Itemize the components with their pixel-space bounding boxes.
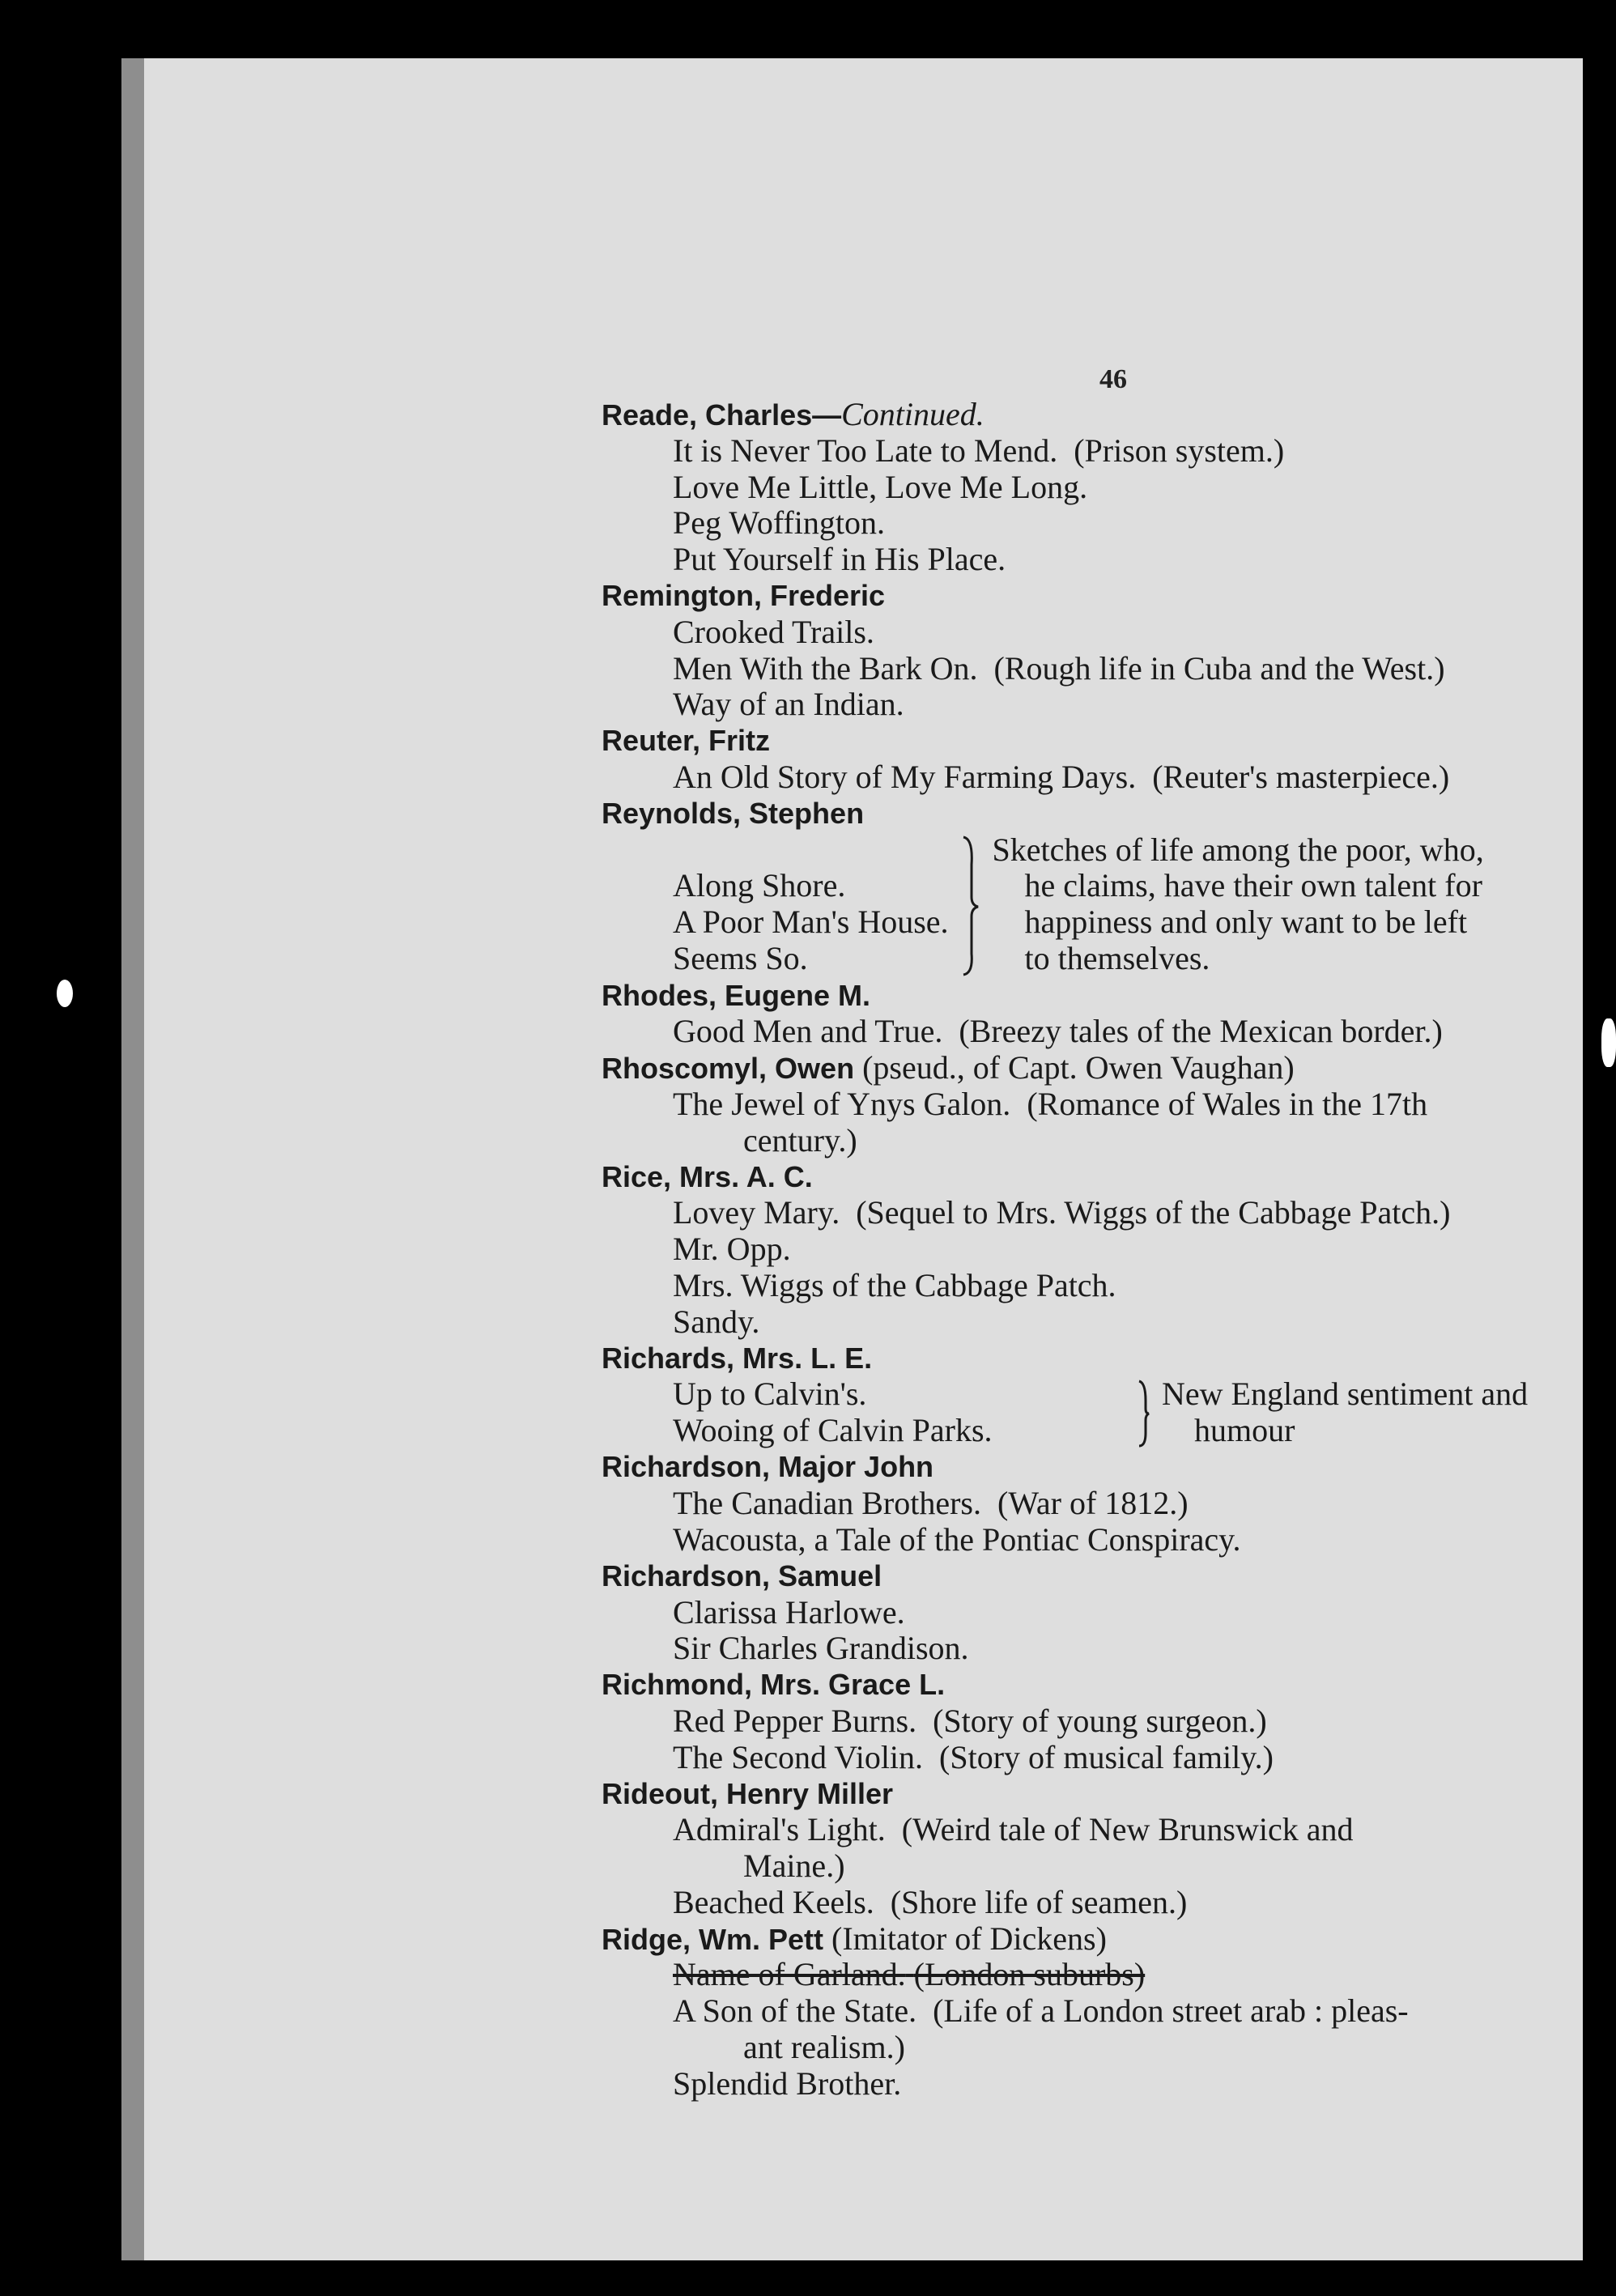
book-title: A Poor Man's House. <box>673 904 949 941</box>
author-note: (pseud., of Capt. Owen Vaughan) <box>862 1049 1295 1086</box>
book-title: Admiral's Light. (Weird tale of New Brunswick and <box>673 1811 1354 1848</box>
scan-artifact <box>57 980 73 1007</box>
book-title: Sandy. <box>673 1303 760 1340</box>
book-note: (Prison system.) <box>1074 432 1285 469</box>
author-heading: Rice, Mrs. A. C. <box>602 1159 813 1193</box>
book-note: (Story of young surgeon.) <box>933 1702 1267 1739</box>
book-title: The Canadian Brothers. (War of 1812.) <box>673 1485 1189 1522</box>
author-heading: Richards, Mrs. L. E. <box>602 1341 873 1375</box>
book-note: (Weird tale of New Brunswick and <box>901 1811 1354 1848</box>
grouped-title-list <box>673 832 949 978</box>
group-note <box>993 832 1484 978</box>
brace-icon <box>959 832 983 978</box>
book-note: (Romance of Wales in the 17th <box>1027 1085 1428 1122</box>
book-note-continued: century.) <box>743 1121 857 1159</box>
author-heading: Remington, Frederic <box>602 578 886 612</box>
grouped-titles <box>602 832 1616 978</box>
note-line: Sketches of life among the poor, who, <box>992 831 1484 868</box>
book-title: The Jewel of Ynys Galon. (Romance of Wales in the 17th <box>673 1085 1428 1122</box>
book-title: Love Me Little, Love Me Long. <box>673 468 1088 505</box>
continued-label: Continued. <box>841 396 984 432</box>
book-title: Along Shore. <box>673 867 846 904</box>
group-note <box>1162 1376 1528 1449</box>
book-title: Mr. Opp. <box>673 1231 791 1268</box>
brace-icon <box>1136 1376 1152 1449</box>
book-note: (Rough life in Cuba and the West.) <box>993 649 1445 687</box>
note-line: New England sentiment and <box>1162 1375 1529 1413</box>
book-title: Put Yourself in His Place. <box>673 541 1006 578</box>
author-heading: Richardson, Major John <box>602 1450 934 1484</box>
book-title: Wacousta, a Tale of the Pontiac Conspiracy. <box>673 1520 1241 1558</box>
book-title: Way of an Indian. <box>673 686 904 723</box>
book-note: (Sequel to Mrs. Wiggs of the Cabbage Patch.) <box>856 1194 1451 1231</box>
book-title: Splendid Brother. <box>673 2064 902 2102</box>
note-line: happiness and only want to be left <box>1024 904 1468 941</box>
book-note: (War of 1812.) <box>997 1485 1189 1522</box>
page-number: 46 <box>1099 364 1127 394</box>
book-note: (Reuter's masterpiece.) <box>1152 758 1450 795</box>
note-line: humour <box>1194 1412 1295 1449</box>
author-heading: Richmond, Mrs. Grace L. <box>602 1668 946 1702</box>
author-heading: Rhoscomyl, Owen (pseud., of Capt. Owen Vaughan) <box>602 1049 1295 1086</box>
note-line: to themselves. <box>1024 939 1210 976</box>
book-title: Good Men and True. (Breezy tales of the Mexican border.) <box>673 1013 1443 1050</box>
book-page <box>121 58 1583 2260</box>
book-note-continued: ant realism.) <box>743 2029 905 2066</box>
author-note: (Imitator of Dickens) <box>831 1920 1107 1957</box>
book-title: Men With the Bark On. (Rough life in Cuba and the West.) <box>673 649 1445 687</box>
book-note: (Shore life of seamen.) <box>890 1883 1188 1920</box>
note-line: he claims, have their own talent for <box>1024 867 1482 904</box>
author-heading: Reade, Charles—Continued. <box>602 396 984 432</box>
book-title: Mrs. Wiggs of the Cabbage Patch. <box>673 1266 1116 1303</box>
author-index <box>602 397 1616 2103</box>
book-title: A Son of the State. (Life of a London street arab : pleas- <box>673 1992 1409 2030</box>
book-note: (Breezy tales of the Mexican border.) <box>959 1013 1443 1050</box>
book-note: (Story of musical family.) <box>939 1738 1274 1775</box>
book-title: An Old Story of My Farming Days. (Reuter's masterpiece.) <box>673 758 1450 795</box>
book-title: Wooing of Calvin Parks. <box>673 1412 993 1449</box>
book-title: Red Pepper Burns. (Story of young surgeon.) <box>673 1702 1267 1739</box>
book-title: Peg Woffington. <box>673 504 885 542</box>
book-title: Beached Keels. (Shore life of seamen.) <box>673 1883 1188 1920</box>
book-title: Lovey Mary. (Sequel to Mrs. Wiggs of the Cabbage Patch.) <box>673 1194 1451 1231</box>
book-title: Crooked Trails. <box>673 613 874 650</box>
book-title: The Second Violin. (Story of musical family.) <box>673 1738 1274 1775</box>
grouped-title-list <box>673 1376 1126 1449</box>
book-title: Up to Calvin's. <box>673 1375 867 1413</box>
book-title: Name of Garland. (London suburbs) <box>673 1956 1146 1993</box>
author-heading: Rhodes, Eugene M. <box>602 978 871 1012</box>
scan-artifact <box>1601 1018 1616 1067</box>
author-heading: Reynolds, Stephen <box>602 796 865 830</box>
author-heading: Reuter, Fritz <box>602 724 771 758</box>
author-heading: Richardson, Samuel <box>602 1558 882 1592</box>
grouped-titles <box>602 1376 1616 1449</box>
book-note: (London suburbs) <box>913 1956 1146 1993</box>
author-heading: Rideout, Henry Miller <box>602 1776 894 1810</box>
book-title: Sir Charles Grandison. <box>673 1630 969 1667</box>
book-note-continued: Maine.) <box>743 1847 845 1885</box>
book-title: Seems So. <box>673 939 808 976</box>
book-note: (Life of a London street arab : pleas- <box>933 1992 1409 2030</box>
book-title: Clarissa Harlowe. <box>673 1593 905 1631</box>
book-title: It is Never Too Late to Mend. (Prison system.) <box>673 432 1285 469</box>
author-heading: Ridge, Wm. Pett (Imitator of Dickens) <box>602 1920 1107 1957</box>
